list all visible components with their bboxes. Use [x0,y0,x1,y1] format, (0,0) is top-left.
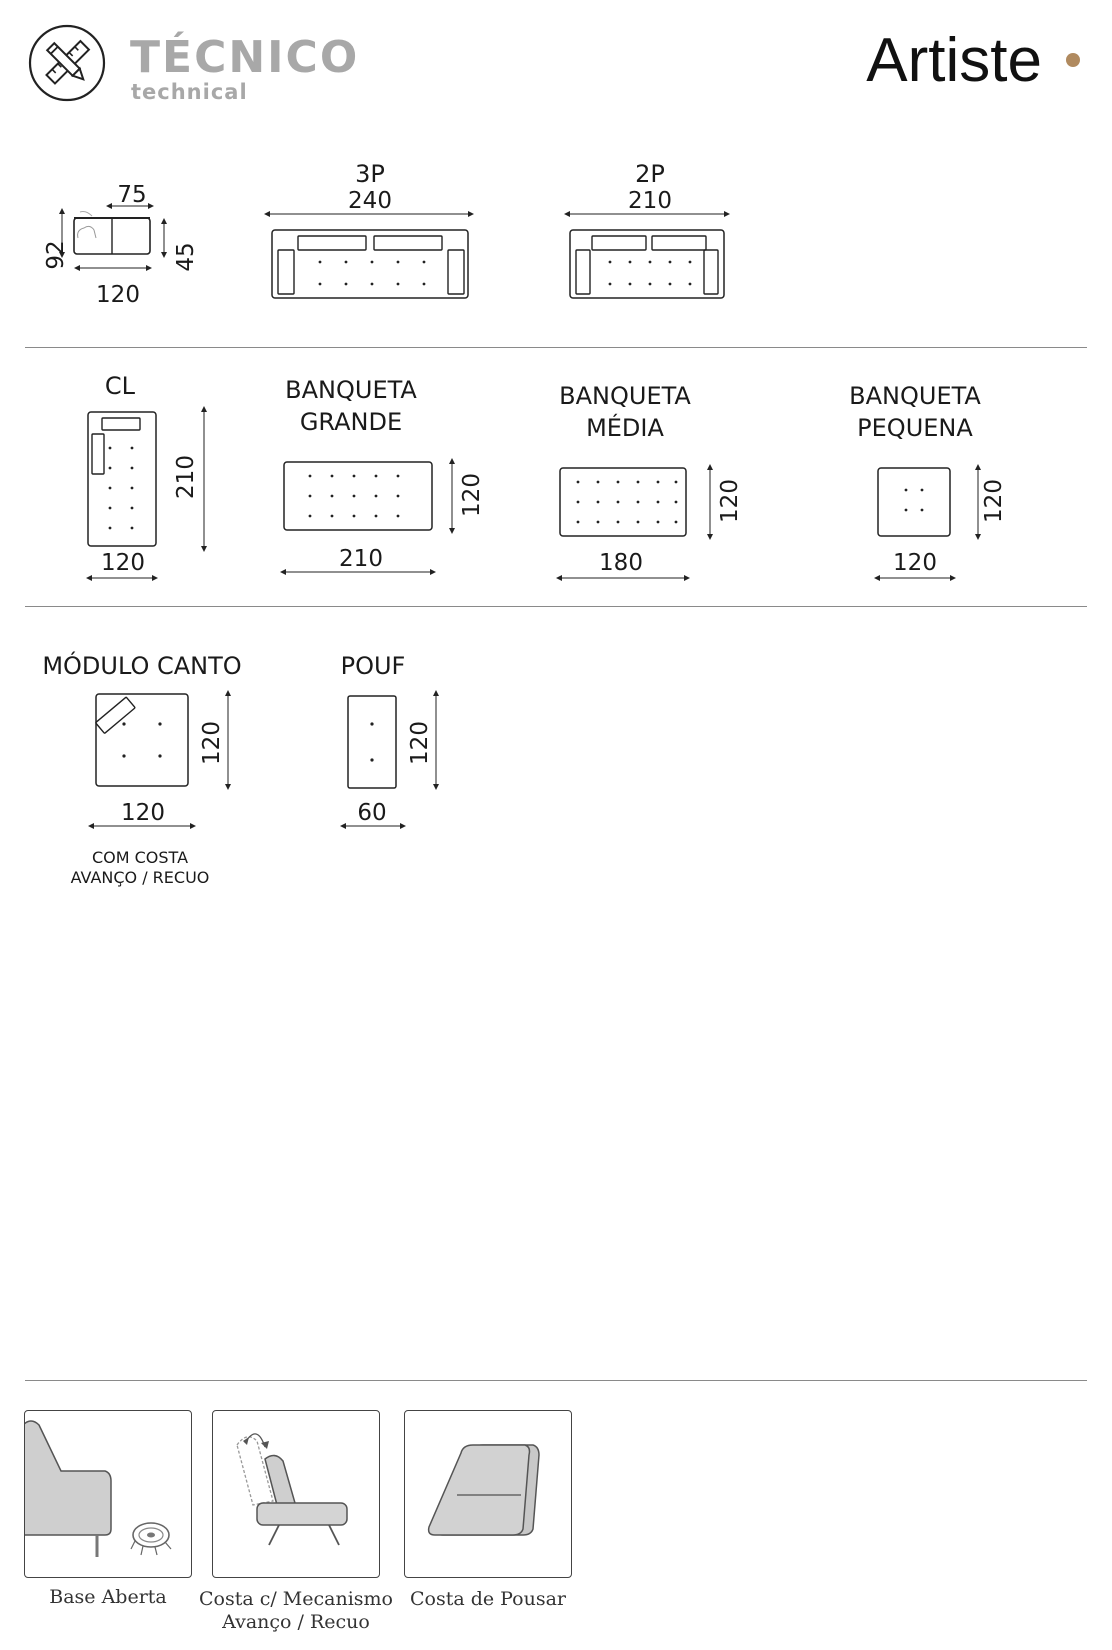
option-costa-mecanismo-caption-line2: Avanço / Recuo [222,1611,370,1633]
banqueta-pequena-width-label: 120 [893,550,937,576]
option-base-aberta [24,1410,192,1578]
banqueta-pequena-name-line1: BANQUETA [849,382,981,410]
banqueta-grande-name-line1: BANQUETA [285,376,417,404]
option-costa-mecanismo [212,1410,380,1578]
pouf-width-label: 60 [357,800,387,826]
accent-dot [1066,53,1080,67]
option-costa-pousar-caption: Costa de Pousar [409,1588,567,1610]
section-divider-3 [25,1380,1087,1381]
banqueta-media-name-line1: BANQUETA [559,382,691,410]
banqueta-media-depth-label: 120 [717,479,743,523]
armchair-seat-label: 45 [173,242,199,272]
pencil-ruler-icon [28,24,106,102]
module-3p-name: 3P [355,160,385,188]
option-base-aberta-caption: Base Aberta [49,1586,167,1608]
section-divider-1 [25,347,1087,348]
armchair-depth-label: 120 [96,282,140,308]
option-costa-pousar [404,1410,572,1578]
modulo-canto-note-line2: AVANÇO / RECUO [70,868,210,887]
banqueta-grande-name-line2: GRANDE [299,408,403,436]
banqueta-media-name-line2: MÉDIA [586,414,664,442]
modulo-canto-width-label: 120 [121,800,165,826]
open-base-icon [25,1411,192,1578]
module-cl-name: CL [104,372,136,400]
module-3p-width-label: 240 [348,188,392,214]
pouf-depth-label: 120 [407,721,433,765]
loose-backrest-icon [405,1411,572,1578]
product-name: Artiste [866,26,1042,95]
module-2p-name: 2P [635,160,665,188]
brand-title: TÉCNICO [130,32,360,83]
modulo-canto-note-line1: COM COSTA [91,848,189,867]
banqueta-grande-width-label: 210 [339,546,383,572]
modulo-canto-name: MÓDULO CANTO [42,652,242,680]
module-2p-width-label: 210 [628,188,672,214]
backrest-mechanism-icon [213,1411,380,1578]
module-3p-drawing [262,208,476,304]
modulo-canto-depth-label: 120 [199,721,225,765]
section-divider-2 [25,606,1087,607]
module-2p-drawing [562,208,732,304]
module-cl-width-label: 120 [101,550,145,576]
brand-subtitle: technical [131,80,248,104]
banqueta-pequena-name-line2: PEQUENA [857,414,973,442]
banqueta-grande-depth-label: 120 [459,473,485,517]
armchair-height-label: 92 [43,240,69,270]
banqueta-pequena-depth-label: 120 [981,479,1007,523]
pouf-name: POUF [340,652,406,680]
option-costa-mecanismo-caption-line1: Costa c/ Mecanismo [199,1588,393,1610]
banqueta-media-width-label: 180 [599,550,643,576]
module-cl-length-label: 210 [173,455,199,499]
armchair-width-label: 75 [117,182,147,208]
